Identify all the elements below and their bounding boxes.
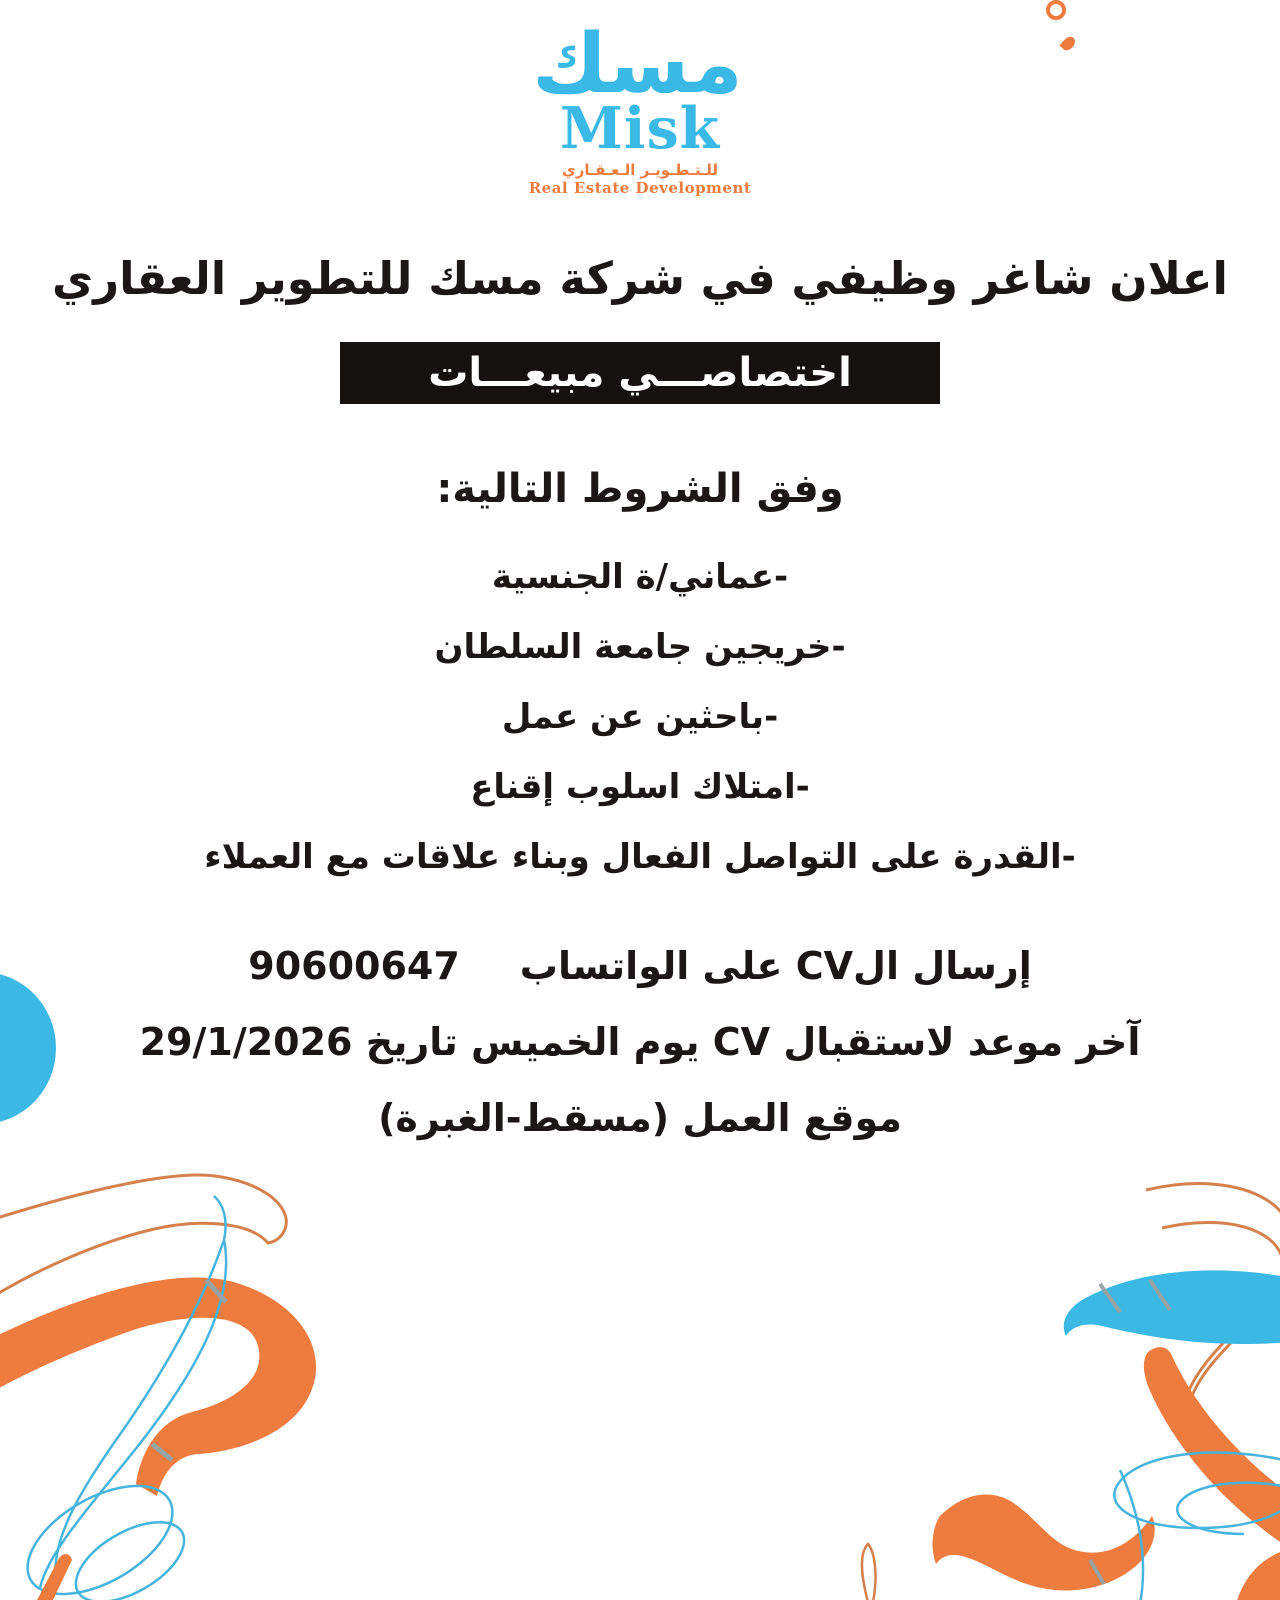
condition-item: -امتلاك اسلوب إقناع — [470, 767, 810, 807]
bottom-right-flourish — [862, 1184, 1280, 1600]
logo-ring-mark-icon — [1046, 0, 1066, 20]
condition-item: -القدرة على التواصل الفعال وبناء علاقات مع العملاء — [204, 837, 1076, 877]
logo-tagline-arabic: للـتـطـويـر الـعـقـاري — [561, 161, 719, 179]
location-line: موقع العمل (مسقط-الغبرة) — [378, 1096, 902, 1140]
condition-item: -عماني/ة الجنسية — [491, 557, 789, 597]
deadline-line: آخر موعد لاستقبال CV يوم الخميس تاريخ 29/1/2026 — [139, 1020, 1141, 1064]
cv-send-line — [0, 928, 1280, 1004]
logo-tagline-english: Real Estate Development — [528, 179, 752, 197]
logo-wordmark: Misk — [559, 95, 721, 162]
job-title-banner: اختصاصـــي مبيعـــات — [340, 342, 940, 404]
condition-item: -خريجين جامعة السلطان — [434, 627, 846, 667]
whatsapp-number: 90600647 — [248, 944, 460, 988]
conditions-list — [0, 542, 1280, 892]
conditions-title: وفق الشروط التالية: — [436, 466, 844, 512]
logo-arabic-calligraphy: مسك — [532, 17, 743, 112]
cv-send-text: إرسال الCV على الواتساب — [519, 944, 1032, 988]
logo-teardrop-mark-icon — [1059, 34, 1077, 53]
brand-logo — [0, 17, 1280, 197]
condition-item: -باحثين عن عمل — [501, 697, 779, 737]
bottom-left-flourish — [0, 1175, 316, 1600]
vacancy-heading: اعلان شاغر وظيفي في شركة مسك للتطوير العقاري — [52, 252, 1228, 305]
contact-section — [0, 928, 1280, 1156]
